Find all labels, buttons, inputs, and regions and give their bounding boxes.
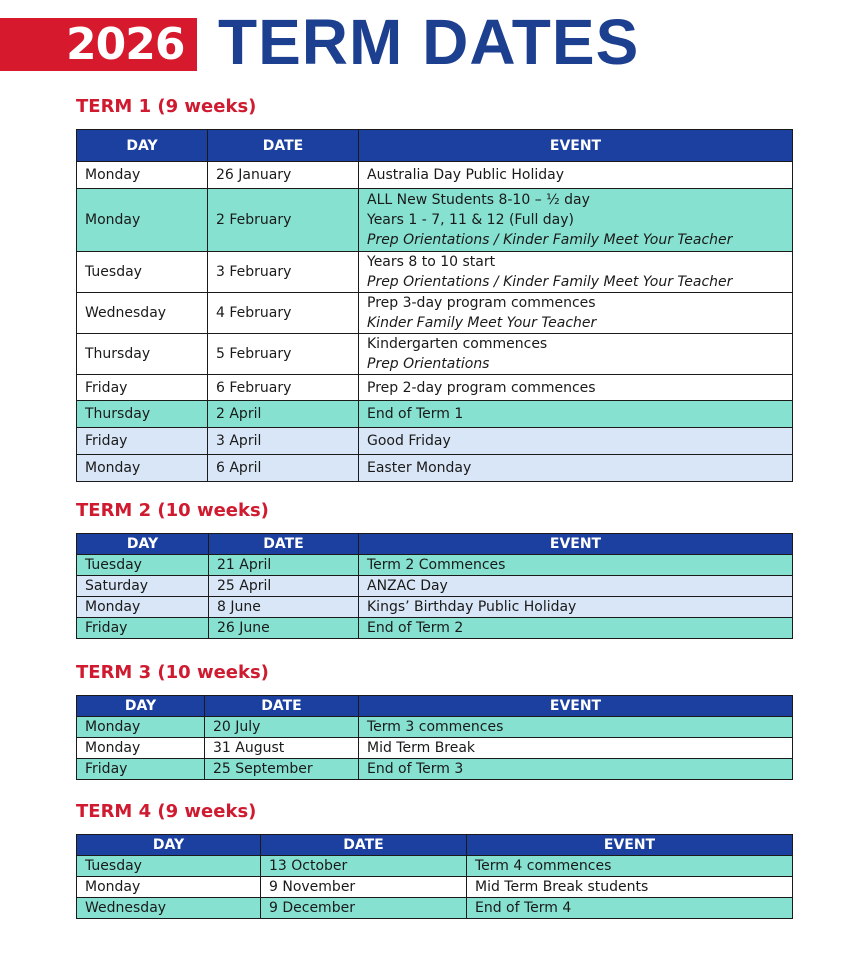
date-cell: 3 February: [208, 252, 359, 293]
date-cell: 6 April: [208, 455, 359, 482]
event-line: Prep Orientations / Kinder Family Meet Your Teacher: [367, 274, 733, 290]
event-cell: [467, 877, 793, 898]
day-cell: Friday: [77, 428, 208, 455]
event-line: End of Term 4: [475, 900, 572, 916]
event-line: Kings’ Birthday Public Holiday: [367, 599, 577, 615]
page-title: TERM DATES: [218, 6, 640, 78]
day-cell: Friday: [77, 759, 205, 780]
event-line: End of Term 3: [367, 761, 464, 777]
day-cell: Tuesday: [77, 555, 209, 576]
event-line: Kindergarten commences: [367, 336, 548, 352]
event-line: ALL New Students 8-10 – ½ day: [367, 192, 590, 208]
table-row: [77, 898, 793, 919]
date-cell: 26 June: [209, 618, 359, 639]
table-row: [77, 618, 793, 639]
date-cell: 9 November: [261, 877, 467, 898]
date-cell: 8 June: [209, 597, 359, 618]
event-cell: [359, 189, 793, 252]
date-cell: 2 April: [208, 401, 359, 428]
event-cell: [359, 455, 793, 482]
day-cell: Monday: [77, 162, 208, 189]
event-cell: [359, 597, 793, 618]
event-line: ANZAC Day: [367, 578, 448, 594]
column-header-date: DATE: [261, 835, 467, 856]
date-cell: 13 October: [261, 856, 467, 877]
table-row: [77, 856, 793, 877]
column-header-date: DATE: [209, 534, 359, 555]
table-row: [77, 334, 793, 375]
table-row: [77, 401, 793, 428]
event-line: Prep Orientations: [367, 356, 490, 372]
event-line: Term 2 Commences: [367, 557, 506, 573]
day-cell: Wednesday: [77, 293, 208, 334]
column-header-event: EVENT: [467, 835, 793, 856]
term-1-table: [76, 129, 793, 482]
day-cell: Monday: [77, 189, 208, 252]
column-header-day: DAY: [77, 696, 205, 717]
date-cell: 2 February: [208, 189, 359, 252]
event-cell: [359, 738, 793, 759]
column-header-date: DATE: [205, 696, 359, 717]
term-1-heading: TERM 1 (9 weeks): [76, 96, 257, 117]
term-3-table: [76, 695, 793, 780]
date-cell: 20 July: [205, 717, 359, 738]
event-cell: [359, 334, 793, 375]
event-line: Good Friday: [367, 433, 451, 449]
event-line: Term 4 commences: [475, 858, 612, 874]
column-header-event: EVENT: [359, 130, 793, 162]
day-cell: Monday: [77, 455, 208, 482]
day-cell: Thursday: [77, 401, 208, 428]
table-row: [77, 162, 793, 189]
day-cell: Monday: [77, 738, 205, 759]
column-header-event: EVENT: [359, 696, 793, 717]
table-row: [77, 252, 793, 293]
table-row: [77, 597, 793, 618]
column-header-event: EVENT: [359, 534, 793, 555]
table-row: [77, 375, 793, 401]
table-row: [77, 428, 793, 455]
table-row: [77, 293, 793, 334]
date-cell: 31 August: [205, 738, 359, 759]
event-line: Prep Orientations / Kinder Family Meet Your Teacher: [367, 232, 733, 248]
event-line: Australia Day Public Holiday: [367, 167, 564, 183]
table-row: [77, 576, 793, 597]
date-cell: 4 February: [208, 293, 359, 334]
event-line: Term 3 commences: [367, 719, 504, 735]
day-cell: Monday: [77, 877, 261, 898]
day-cell: Tuesday: [77, 252, 208, 293]
day-cell: Tuesday: [77, 856, 261, 877]
table-row: [77, 189, 793, 252]
event-line: Mid Term Break: [367, 740, 476, 756]
term-4-table: [76, 834, 793, 919]
date-cell: 3 April: [208, 428, 359, 455]
event-cell: [359, 555, 793, 576]
day-cell: Friday: [77, 618, 209, 639]
event-cell: [359, 576, 793, 597]
table-row: [77, 455, 793, 482]
column-header-day: DAY: [77, 835, 261, 856]
title-year: 2026: [66, 19, 185, 70]
table-row: [77, 738, 793, 759]
date-cell: 9 December: [261, 898, 467, 919]
event-cell: [467, 898, 793, 919]
column-header-day: DAY: [77, 534, 209, 555]
event-cell: [359, 162, 793, 189]
event-cell: [359, 375, 793, 401]
event-line: End of Term 1: [367, 406, 464, 422]
date-cell: 5 February: [208, 334, 359, 375]
event-line: Prep 3-day program commences: [367, 295, 596, 311]
event-line: End of Term 2: [367, 620, 464, 636]
table-row: [77, 759, 793, 780]
day-cell: Saturday: [77, 576, 209, 597]
event-line: Mid Term Break students: [475, 879, 649, 895]
date-cell: 26 January: [208, 162, 359, 189]
term-2-table: [76, 533, 793, 639]
table-row: [77, 717, 793, 738]
event-cell: [359, 252, 793, 293]
date-cell: 6 February: [208, 375, 359, 401]
day-cell: Thursday: [77, 334, 208, 375]
event-cell: [359, 293, 793, 334]
day-cell: Monday: [77, 717, 205, 738]
event-cell: [359, 618, 793, 639]
day-cell: Monday: [77, 597, 209, 618]
date-cell: 21 April: [209, 555, 359, 576]
day-cell: Friday: [77, 375, 208, 401]
event-line: Years 8 to 10 start: [367, 254, 496, 270]
column-header-date: DATE: [208, 130, 359, 162]
event-line: Prep 2-day program commences: [367, 379, 596, 396]
event-cell: [359, 401, 793, 428]
date-cell: 25 September: [205, 759, 359, 780]
term-3-heading: TERM 3 (10 weeks): [76, 662, 269, 683]
event-cell: [359, 759, 793, 780]
table-row: [77, 877, 793, 898]
event-cell: [467, 856, 793, 877]
event-line: Years 1 - 7, 11 & 12 (Full day): [367, 212, 575, 228]
date-cell: 25 April: [209, 576, 359, 597]
event-line: Kinder Family Meet Your Teacher: [367, 315, 597, 331]
event-cell: [359, 428, 793, 455]
column-header-day: DAY: [77, 130, 208, 162]
event-cell: [359, 717, 793, 738]
day-cell: Wednesday: [77, 898, 261, 919]
table-row: [77, 555, 793, 576]
term-2-heading: TERM 2 (10 weeks): [76, 500, 269, 521]
term-4-heading: TERM 4 (9 weeks): [76, 801, 257, 822]
event-line: Easter Monday: [367, 460, 472, 476]
